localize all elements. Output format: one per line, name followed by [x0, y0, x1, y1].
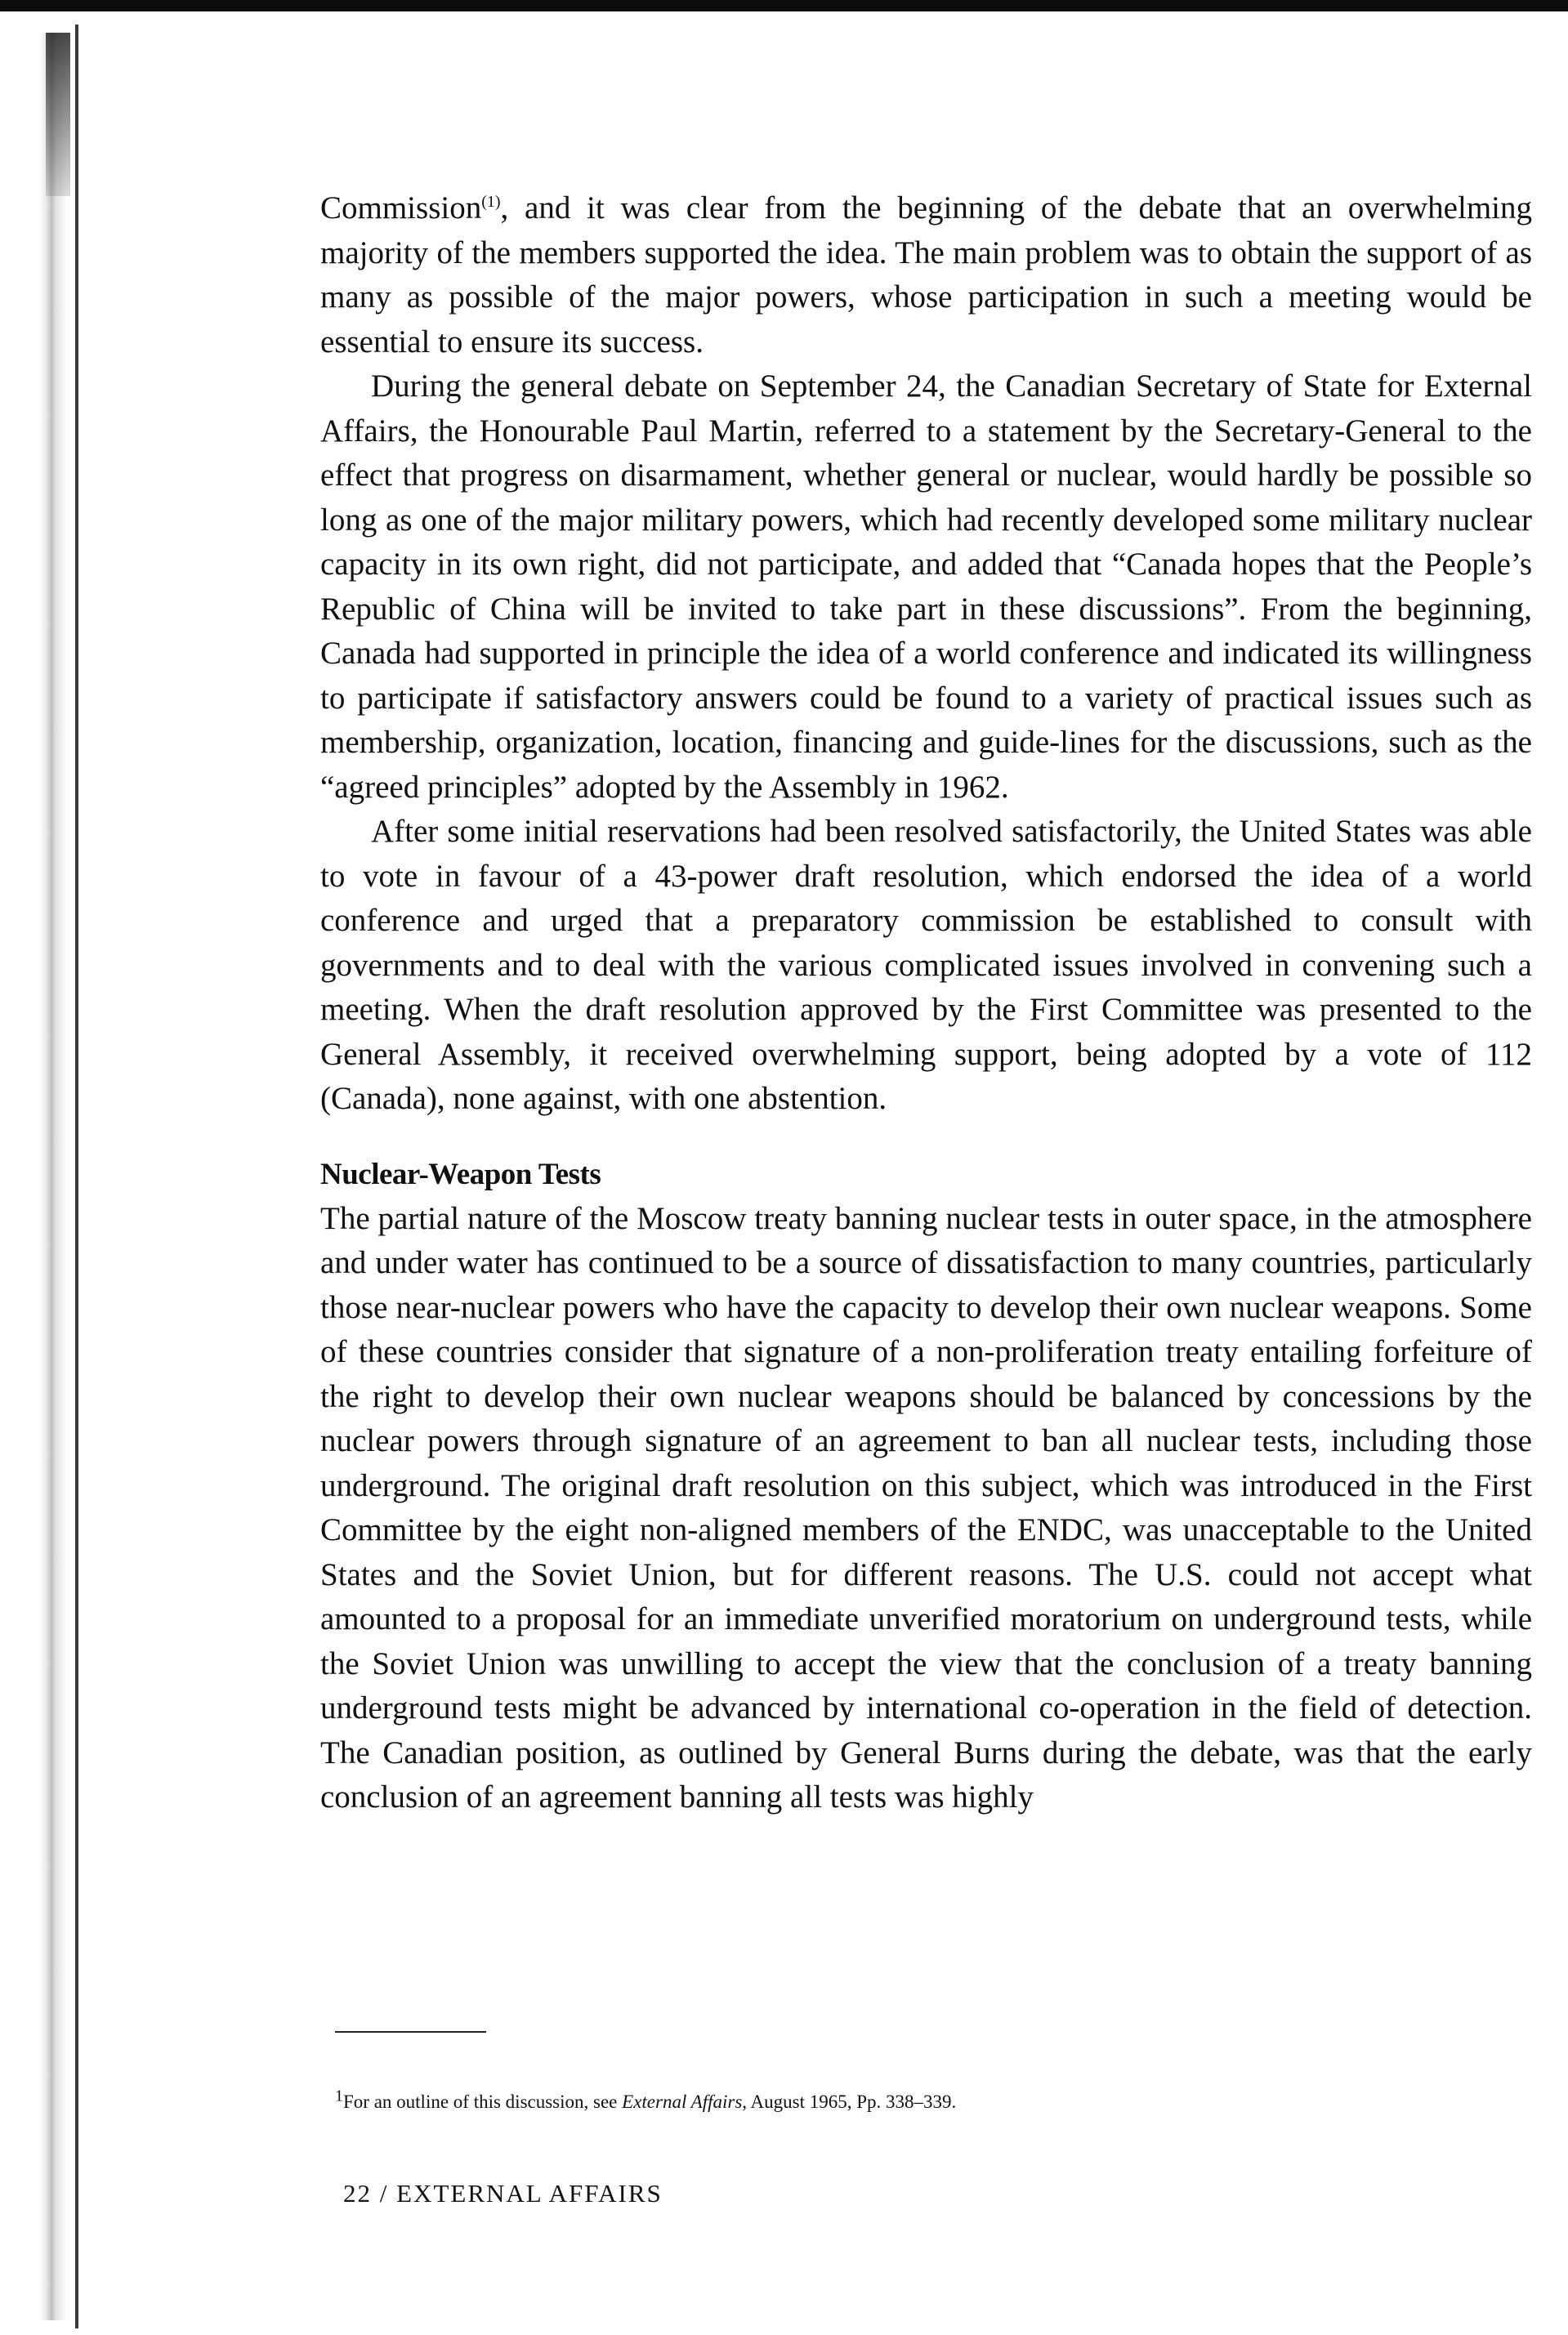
footnote-publication: External Affairs — [622, 2092, 743, 2112]
scan-corner-shadow — [46, 33, 70, 196]
footnote-text-before: For an outline of this discussion, see — [343, 2092, 623, 2112]
footnote-number: 1 — [335, 2087, 343, 2105]
section-body: The partial nature of the Moscow treaty banning nuclear tests in outer space, in the atmosphere and under water has continued to be a source of dissatisfaction to many countries, particularly those near-nuclear powers who have the capacity to develop their own nuclear weapons. Some of these countries consider that signature of a non-proliferation treaty entailing forfeiture of the right to develop their own nuclear weapons should be balanced by concessions by the nuclear powers through signature of an agreement to ban all nuclear tests, including those underground. The original draft resolution on this subject, which was introduced in the First Committee by the eight non-aligned members of the ENDC, was unacceptable to the United States and the Soviet Union, but for different reasons. The U.S. could not accept what amounted to a proposal for an immediate unverified moratorium on underground tests, while the Soviet Union was unwilling to accept the view that the conclusion of a treaty banning underground tests might be advanced by international co-operation in the field of detection. The Canadian position, as outlined by General Burns during the debate, was that the early conclusion of an agreement banning all tests was highly — [320, 1200, 1532, 1815]
paragraph-3: After some initial reservations had been resolved satisfactorily, the United States was able to vote in favour of a 43-power draft resolution, which endorsed the idea of a world conference and urged that a preparatory commission be established to consult with governments and to deal with the various complicated issues involved in convening such a meeting. When the draft resolution approved by the First Committee was presented to the General Assembly, it received overwhelming support, being adopted by a vote of 112 (Canada), none against, with one abstention. — [320, 814, 1532, 1116]
footer-separator: / — [379, 2179, 389, 2208]
paragraph-1 — [320, 186, 1532, 364]
scan-page-edge-line — [75, 25, 78, 2328]
article-body — [320, 186, 1532, 1820]
paragraph-1-start: Commission — [320, 190, 482, 225]
footer-publication: EXTERNAL AFFAIRS — [396, 2179, 663, 2208]
footnote-text-after: , August 1965, Pp. 338–339. — [742, 2092, 957, 2112]
section-heading: Nuclear-Weapon Tests — [320, 1157, 601, 1191]
scan-binding-edge — [39, 33, 67, 2320]
page-number: 22 — [343, 2179, 372, 2208]
footnote-divider — [335, 2031, 486, 2033]
paragraph-1-rest: , and it was clear from the beginning of the debate that an overwhelming majority of the members supported the idea. The main problem was to obtain the support of as many as possible of the major powers, whose participation in such a meeting would be essential to ensure its success. — [320, 190, 1532, 359]
footnote — [335, 2087, 957, 2114]
scan-top-border — [0, 0, 1568, 11]
footnote-reference: (1) — [481, 193, 501, 211]
section-gap — [320, 1122, 1532, 1153]
paragraph-2: During the general debate on September 24, the Canadian Secretary of State for External Affairs, the Honourable Paul Martin, referred to a statement by the Secretary-General to the effect that progress on disarmament, whether general or nuclear, would hardly be possible so long as one of the major military powers, which had recently developed some military nuclear capacity in its own right, did not participate, and added that “Canada hopes that the People’s Republic of China will be invited to take part in these discussions”. From the beginning, Canada had supported in principle the idea of a world conference and indicated its willingness to participate if satisfactory answers could be found to a variety of practical issues such as membership, organization, location, financing and guide-lines for the discussions, such as the “agreed principles” adopted by the Assembly in 1962. — [320, 368, 1532, 805]
page-footer — [343, 2179, 663, 2208]
